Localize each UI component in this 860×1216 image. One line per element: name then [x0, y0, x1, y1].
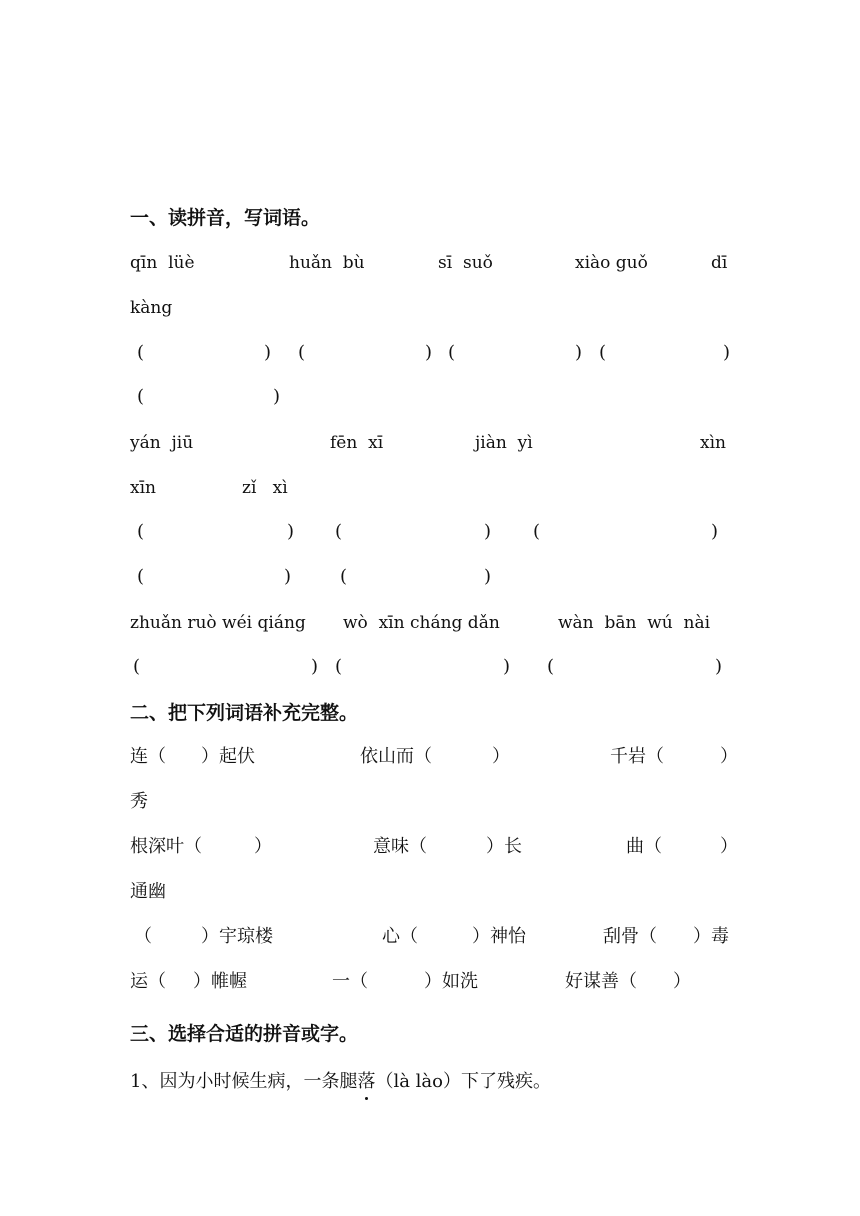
question-1-after: （là lào）下了残疾。: [375, 1071, 551, 1092]
pinyin-word: sī suǒ: [438, 253, 493, 273]
idiom-part: 刮骨（: [603, 926, 657, 947]
fill-in-row-1: [0, 742, 860, 772]
blank-close: ): [284, 566, 292, 587]
section-2-heading: 二、把下列词语补充完整。: [130, 702, 359, 724]
blank-close: ): [711, 521, 719, 542]
fill-in-row-3: [0, 922, 860, 952]
blank-open: (: [547, 656, 555, 677]
pinyin-word: xìn: [700, 433, 726, 453]
blank-open: (: [335, 656, 343, 677]
pinyin-row-2: [0, 428, 860, 458]
fill-in-row-2-wrap: [0, 877, 860, 907]
idiom-part: （: [134, 926, 152, 947]
idiom-part: ）宇琼楼: [201, 926, 273, 947]
idiom-part: ）: [720, 746, 738, 767]
answer-blanks-row-2: [0, 517, 860, 547]
idiom-part: ）帷幄: [193, 971, 247, 992]
pinyin-word: dī: [711, 253, 728, 273]
answer-blanks-row-1: [0, 338, 860, 368]
idiom-part: ）长: [486, 836, 522, 857]
pinyin-row-1: [0, 248, 860, 278]
pinyin-row-3: [0, 608, 860, 638]
idiom-part: 运（: [130, 971, 166, 992]
pinyin-word: huǎn bù: [289, 253, 365, 273]
idiom-part: 依山而（: [360, 746, 432, 767]
pinyin-row-1-wrap: [0, 293, 860, 323]
blank-open: (: [137, 566, 145, 587]
section-3: [0, 1019, 860, 1049]
blank-close: ): [503, 656, 511, 677]
blank-close: ): [425, 342, 433, 363]
idiom-part: ）: [673, 971, 691, 992]
pinyin-word: xiào guǒ: [575, 253, 648, 273]
idiom-part: 意味（: [373, 836, 427, 857]
idiom-part: ）神怡: [472, 926, 526, 947]
question-1: [0, 1067, 860, 1097]
idiom-part: 通幽: [130, 881, 166, 902]
answer-blanks-row-1-wrap: [0, 382, 860, 412]
answer-blanks-row-3: [0, 652, 860, 682]
emphasis-dotted-char: 落: [357, 1067, 375, 1097]
pinyin-word: xīn: [130, 478, 156, 498]
pinyin-word: qīn lüè: [130, 253, 195, 273]
blank-open: (: [133, 656, 141, 677]
blank-open: (: [533, 521, 541, 542]
pinyin-idiom: wàn bān wú nài: [558, 613, 711, 633]
blank-close: ): [264, 342, 272, 363]
idiom-part: 根深叶（: [130, 836, 202, 857]
pinyin-word: yán jiū: [130, 433, 194, 453]
fill-in-row-1-wrap: [0, 787, 860, 817]
idiom-part: 千岩（: [610, 746, 664, 767]
idiom-part: ）: [254, 836, 272, 857]
blank-open: (: [599, 342, 607, 363]
question-1-before: 1、因为小时候生病，一条腿: [130, 1071, 358, 1092]
blank-close: ): [287, 521, 295, 542]
blank-close: ): [311, 656, 319, 677]
blank-close: ): [723, 342, 731, 363]
blank-close: ): [575, 342, 583, 363]
idiom-part: ）起伏: [201, 746, 255, 767]
blank-open: (: [335, 521, 343, 542]
idiom-part: 曲（: [626, 836, 662, 857]
blank-close: ): [484, 521, 492, 542]
blank-open: (: [448, 342, 456, 363]
idiom-part: 一（: [332, 971, 368, 992]
blank-open: (: [137, 386, 145, 407]
idiom-part: 秀: [130, 791, 148, 812]
question-1-text: [130, 1067, 551, 1097]
section-3-heading: 三、选择合适的拼音或字。: [130, 1023, 359, 1045]
section-1-heading: 一、读拼音，写词语。: [130, 207, 321, 229]
blank-close: ): [715, 656, 723, 677]
blank-open: (: [340, 566, 348, 587]
idiom-part: 心（: [382, 926, 418, 947]
pinyin-idiom: zhuǎn ruò wéi qiáng: [130, 613, 306, 633]
section-1: [0, 203, 860, 233]
pinyin-word: jiàn yì: [475, 433, 533, 453]
blank-close: ): [484, 566, 492, 587]
answer-blanks-row-2-wrap: [0, 562, 860, 592]
idiom-part: 连（: [130, 746, 166, 767]
pinyin-idiom: wò xīn cháng dǎn: [343, 613, 500, 633]
blank-close: ): [273, 386, 281, 407]
blank-open: (: [137, 342, 145, 363]
idiom-part: ）毒: [693, 926, 729, 947]
pinyin-word: fēn xī: [330, 433, 384, 453]
idiom-part: ）: [492, 746, 510, 767]
pinyin-word: kàng: [130, 298, 173, 318]
idiom-part: ）: [720, 836, 738, 857]
fill-in-row-2: [0, 832, 860, 862]
idiom-part: 好谋善（: [565, 971, 637, 992]
blank-open: (: [137, 521, 145, 542]
pinyin-row-2-wrap: [0, 473, 860, 503]
section-2: [0, 698, 860, 728]
fill-in-row-4: [0, 967, 860, 997]
idiom-part: ）如洗: [424, 971, 478, 992]
pinyin-word: zǐ xì: [242, 478, 288, 498]
blank-open: (: [298, 342, 306, 363]
